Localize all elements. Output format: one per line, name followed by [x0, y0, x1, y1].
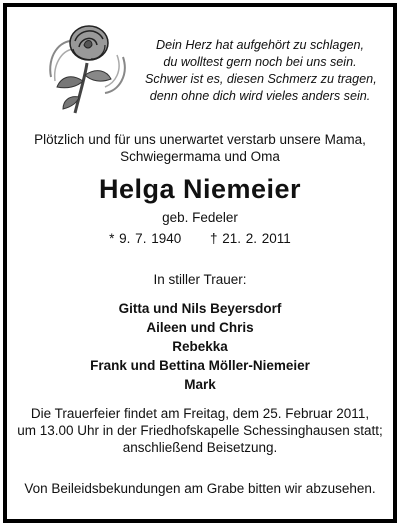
mourner: Aileen und Chris: [146, 320, 254, 335]
closing-note: Von Beileidsbekundungen am Grabe bitten wir abzusehen.: [24, 481, 376, 496]
intro-text: [7, 131, 393, 165]
intro-line: Schwiegermama und Oma: [120, 149, 280, 164]
poem-line: du wolltest gern noch bei uns sein.: [163, 55, 357, 69]
service-line: um 13.00 Uhr in der Friedhofskapelle Schessinghausen statt;: [17, 423, 383, 438]
mourning-heading: In stiller Trauer:: [153, 272, 247, 287]
service-info: [7, 405, 393, 456]
mourner: Mark: [184, 377, 216, 392]
service-line: anschließend Beisetzung.: [122, 440, 278, 455]
obituary-frame: [3, 3, 397, 523]
rose-icon: [45, 17, 129, 117]
service-line: Die Trauerfeier findet am Freitag, dem 25. Februar 2011,: [30, 406, 370, 421]
life-dates: [7, 231, 393, 246]
birth-name: geb. Fedeler: [162, 210, 238, 225]
mourners-list: [7, 299, 393, 394]
death-date: † 21. 2. 2011: [210, 231, 291, 246]
birth-date: * 9. 7. 1940: [109, 231, 182, 246]
poem-line: Schwer ist es, diesen Schmerz zu tragen,: [145, 72, 377, 86]
poem-line: Dein Herz hat aufgehört zu schlagen,: [156, 38, 364, 52]
mourner: Gitta und Nils Beyersdorf: [118, 301, 282, 316]
mourner: Rebekka: [172, 339, 228, 354]
deceased-name: Helga Niemeier: [98, 174, 302, 204]
poem-line: denn ohne dich wird vieles anders sein.: [149, 89, 371, 103]
intro-line: Plötzlich und für uns unerwartet verstarb unsere Mama,: [34, 132, 366, 147]
poem: [145, 37, 375, 105]
mourner: Frank und Bettina Möller-Niemeier: [90, 358, 310, 373]
